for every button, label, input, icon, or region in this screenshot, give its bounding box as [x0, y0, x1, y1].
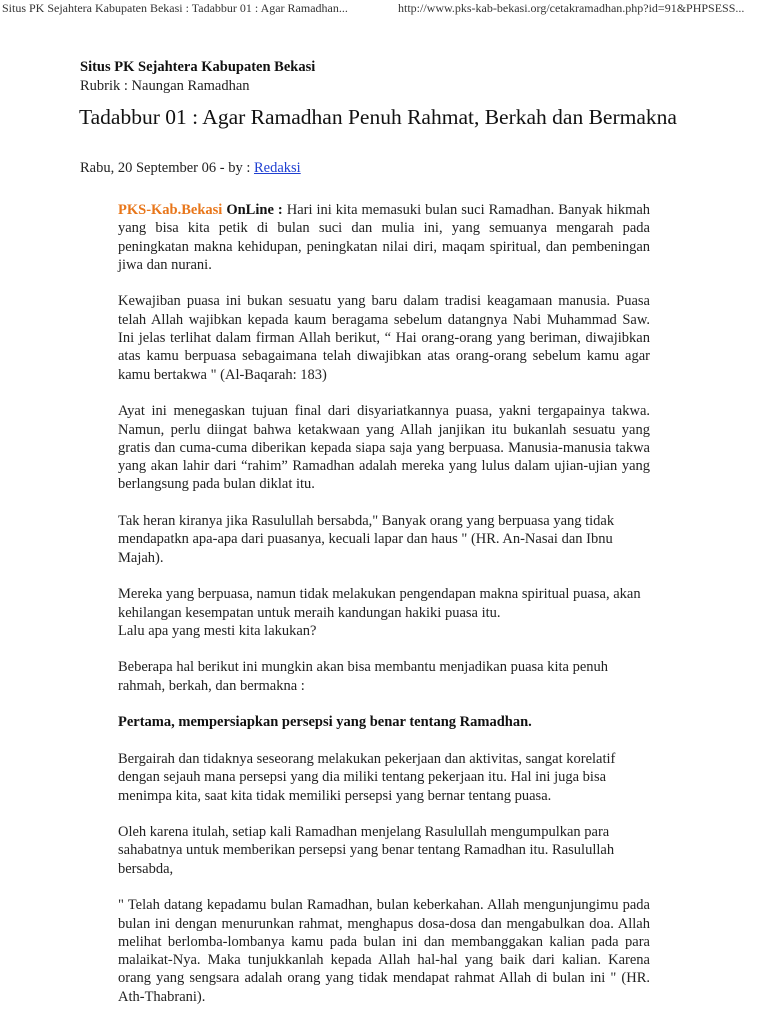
author-link[interactable]: Redaksi [253, 160, 301, 176]
article-paragraph: Beberapa hal berikut ini mungkin akan bisa membantu menjadikan puasa kita penuh rahmah, berkah, dan bermakna : [118, 659, 609, 694]
site-name: Situs PK Sejahtera Kabupaten Bekasi [80, 59, 316, 75]
paragraph-question: Lalu apa yang mesti kita lakukan? [118, 622, 317, 639]
print-header-title: Situs PK Sejahtera Kabupaten Bekasi : Tadabbur 01 : Agar Ramadhan... [2, 1, 348, 15]
article-paragraph [118, 585, 650, 640]
hadith-quote: " Telah datang kepadamu bulan Ramadhan, bulan keberkahan. Allah mengunjungimu pada bulan ini dengan menurunkan rahmat, menghapus dosa-dosa dan mengabulkan doa. Allah melihat berlomba-lombanya kamu pada bulan ini dan membanggakan kalian pada para malaikat-Nya. Maka tunjukkanlah kepada Allah hal-hal yang baik dari kalian. Karena orang yang sengsara adalah orang yang tidak mendapat rahmat Allah di bulan ini " (HR. Ath-Thabrani). [118, 897, 650, 1005]
article-date: Rabu, 20 September 06 - by : [80, 160, 251, 176]
site-block [80, 58, 680, 96]
article-paragraph [118, 201, 650, 274]
brand-name: PKS-Kab.Bekasi [118, 202, 223, 218]
rubrik-label: Rubrik : Naungan Ramadhan [80, 78, 250, 94]
brand-suffix: OnLine : [226, 202, 283, 218]
article-paragraph: Bergairah dan tidaknya seseorang melakukan pekerjaan dan aktivitas, sangat korelatif dengan sejauh mana persepsi yang dia miliki tentang pekerjaan itu. Hal ini juga bisa menimpa kita, saat kita tidak memiliki persepsi yang bernar tentang puasa. [118, 750, 616, 804]
article-meta [80, 159, 301, 178]
article-paragraph: Oleh karena itulah, setiap kali Ramadhan menjelang Rasulullah mengumpulkan para sahabatnya untuk memberikan persepsi yang benar tentang Ramadhan itu. Rasulullah bersabda, [118, 824, 615, 877]
article-paragraph: Tak heran kiranya jika Rasulullah bersabda," Banyak orang yang berpuasa yang tidak mendapatkn apa-apa dari puasanya, kecuali lapar dan haus " (HR. An-Nasai dan Ibnu Majah). [118, 513, 615, 566]
print-header [0, 0, 768, 18]
article-paragraph: Kewajiban puasa ini bukan sesuatu yang baru dalam tradisi keagamaan manusia. Puasa telah Allah wajibkan kepada kaum beragama sebelum datangnya Nabi Muhammad Saw. Ini jelas terlihat dalam firman Allah berikut, “ Hai orang-orang yang beriman, diwajibkan atas kamu berpuasa sebagaimana telah diwajibkan atas orang-orang sebelum kamu agar kamu bertakwa " (Al-Baqarah: 183) [118, 293, 650, 383]
article-body [118, 201, 650, 1024]
paragraph-text: Hari ini kita memasuki bulan suci Ramadhan. Banyak hikmah yang bisa kita petik di bulan suci dan mulia ini, yang semuanya mengarah pada peningkatan makna kehidupan, peningkatan nilai diri, maqam spiritual, dan pembeningan jiwa dan nurani. [118, 202, 651, 273]
section-heading: Pertama, mempersiapkan persepsi yang benar tentang Ramadhan. [118, 714, 532, 731]
article-paragraph: Ayat ini menegaskan tujuan final dari disyariatkannya puasa, yakni tergapainya takwa. Namun, perlu diingat bahwa ketakwaan yang Allah janjikan itu bukanlah sesuatu yang gratis dan cuma-cuma diberikan kepada siapa saja yang berpuasa. Manusia-manusia takwa yang akan lahir dari “rahim” Ramadhan adalah mereka yang lulus dalam ujian-ujian yang berlangsung pada bulan diklat itu. [118, 403, 650, 493]
article-title: Tadabbur 01 : Agar Ramadhan Penuh Rahmat, Berkah dan Bermakna [79, 105, 677, 129]
print-header-url: http://www.pks-kab-bekasi.org/cetakramadhan.php?id=91&PHPSESS... [398, 1, 745, 15]
paragraph-text: Mereka yang berpuasa, namun tidak melakukan pengendapan makna spiritual puasa, akan kehilangan kesempatan untuk meraih kandungan hakiki puasa itu. [118, 586, 641, 621]
